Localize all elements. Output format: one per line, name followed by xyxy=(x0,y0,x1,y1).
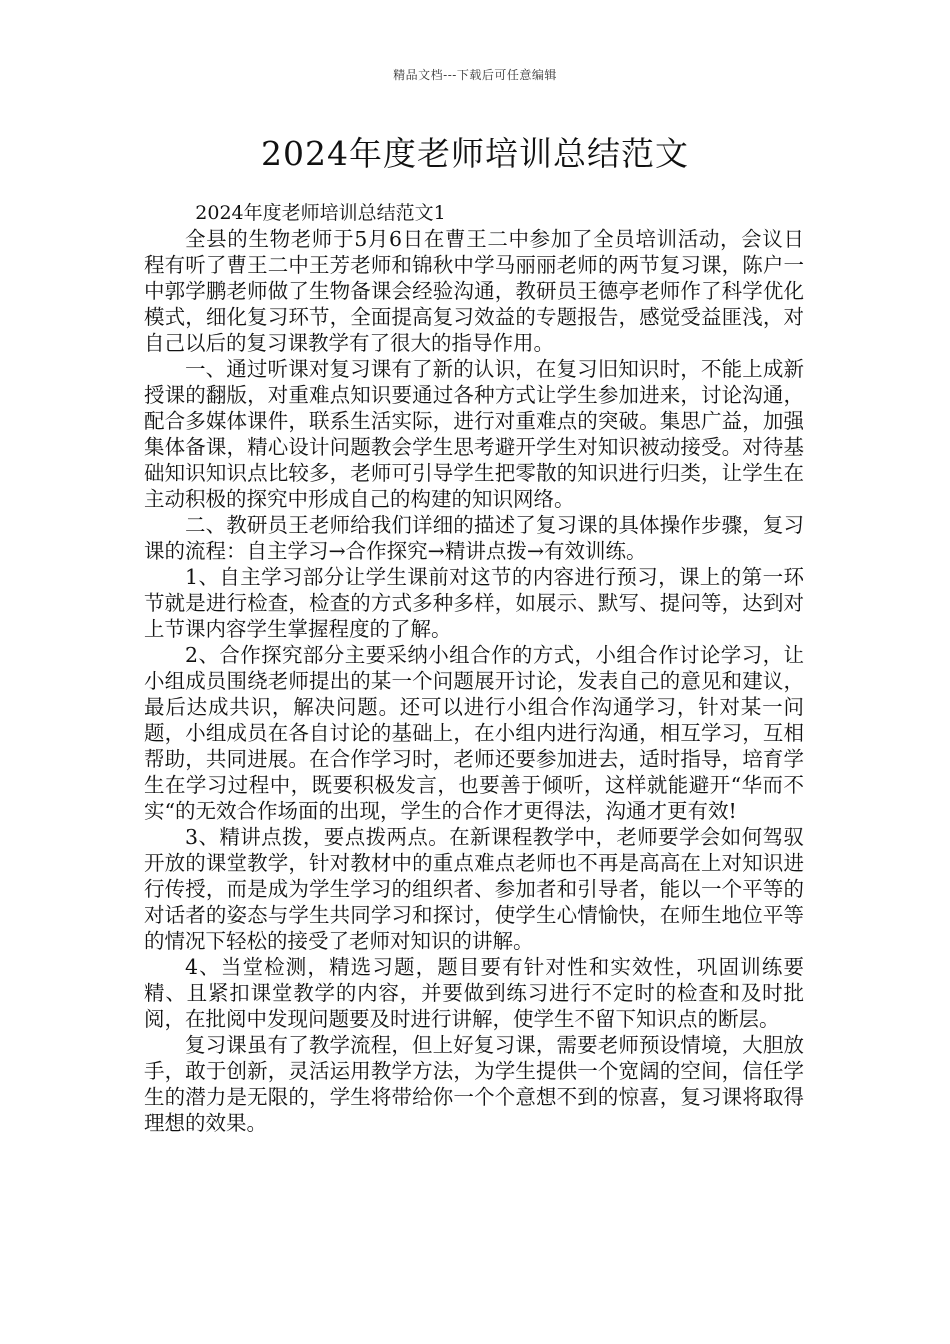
paragraph: 全县的生物老师于5月6日在曹王二中参加了全员培训活动，会议日程有听了曹王二中王芳老师和锦秋中学马丽丽老师的两节复习课，陈户一中郭学鹏老师做了生物备课会经验沟通，教研员王德亭老师作了科学优化模式，细化复习环节，全面提高复习效益的专题报告，感觉受益匪浅，对自己以后的复习课教学有了很大的指导作用。 xyxy=(144,227,804,355)
header-note: 精品文档---下载后可任意编辑 xyxy=(393,68,557,82)
paragraph: 3、精讲点拨，要点拨两点。在新课程教学中，老师要学会如何驾驭开放的课堂教学，针对教材中的重点难点老师也不再是高高在上对知识进行传授，而是成为学生学习的组织者、参加者和引导者，能以一个平等的对话者的姿态与学生共同学习和探讨，使学生心情愉快，在师生地位平等的情况下轻松的接受了老师对知识的讲解。 xyxy=(144,825,804,953)
document-subtitle: 2024年度老师培训总结范文1 xyxy=(195,202,446,224)
document-title: 2024年度老师培训总结范文 xyxy=(261,134,689,173)
paragraph: 复习课虽有了教学流程，但上好复习课，需要老师预设情境，大胆放手，敢于创新，灵活运用教学方法，为学生提供一个宽阔的空间，信任学生的潜力是无限的，学生将带给你一个个意想不到的惊喜，复习课将取得理想的效果。 xyxy=(144,1033,804,1135)
paragraph: 2、合作探究部分主要采纳小组合作的方式，小组合作讨论学习，让小组成员围绕老师提出的某一个问题展开讨论，发表自己的意见和建议，最后达成共识，解决问题。还可以进行小组合作沟通学习，针对某一问题，小组成员在各自讨论的基础上，在小组内进行沟通，相互学习，互相帮助，共同进展。在合作学习时，老师还要参加进去，适时指导，培育学生在学习过程中，既要积极发言，也要善于倾听，这样就能避开“华而不实“的无效合作场面的出现，学生的合作才更得法，沟通才更有效! xyxy=(144,643,804,823)
document-body xyxy=(144,200,804,1136)
paragraph: 二、教研员王老师给我们详细的描述了复习课的具体操作步骤，复习课的流程：自主学习→合作探究→精讲点拨→有效训练。 xyxy=(144,513,804,563)
paragraph: 一、通过听课对复习课有了新的认识，在复习旧知识时，不能上成新授课的翻版，对重难点知识要通过各种方式让学生参加进来，讨论沟通，配合多媒体课件，联系生活实际，进行对重难点的突破。集思广益，加强集体备课，精心设计问题教会学生思考避开学生对知识被动接受。对待基础知识知识点比较多，老师可引导学生把零散的知识进行归类，让学生在主动积极的探究中形成自己的构建的知识网络。 xyxy=(144,357,804,511)
paragraph: 1、自主学习部分让学生课前对这节的内容进行预习，课上的第一环节就是进行检查，检查的方式多种多样，如展示、默写、提问等，达到对上节课内容学生掌握程度的了解。 xyxy=(144,565,804,641)
paragraph: 4、当堂检测，精选习题，题目要有针对性和实效性，巩固训练要精、且紧扣课堂教学的内容，并要做到练习进行不定时的检查和及时批阅，在批阅中发现问题要及时进行讲解，使学生不留下知识点的断层。 xyxy=(144,955,804,1031)
